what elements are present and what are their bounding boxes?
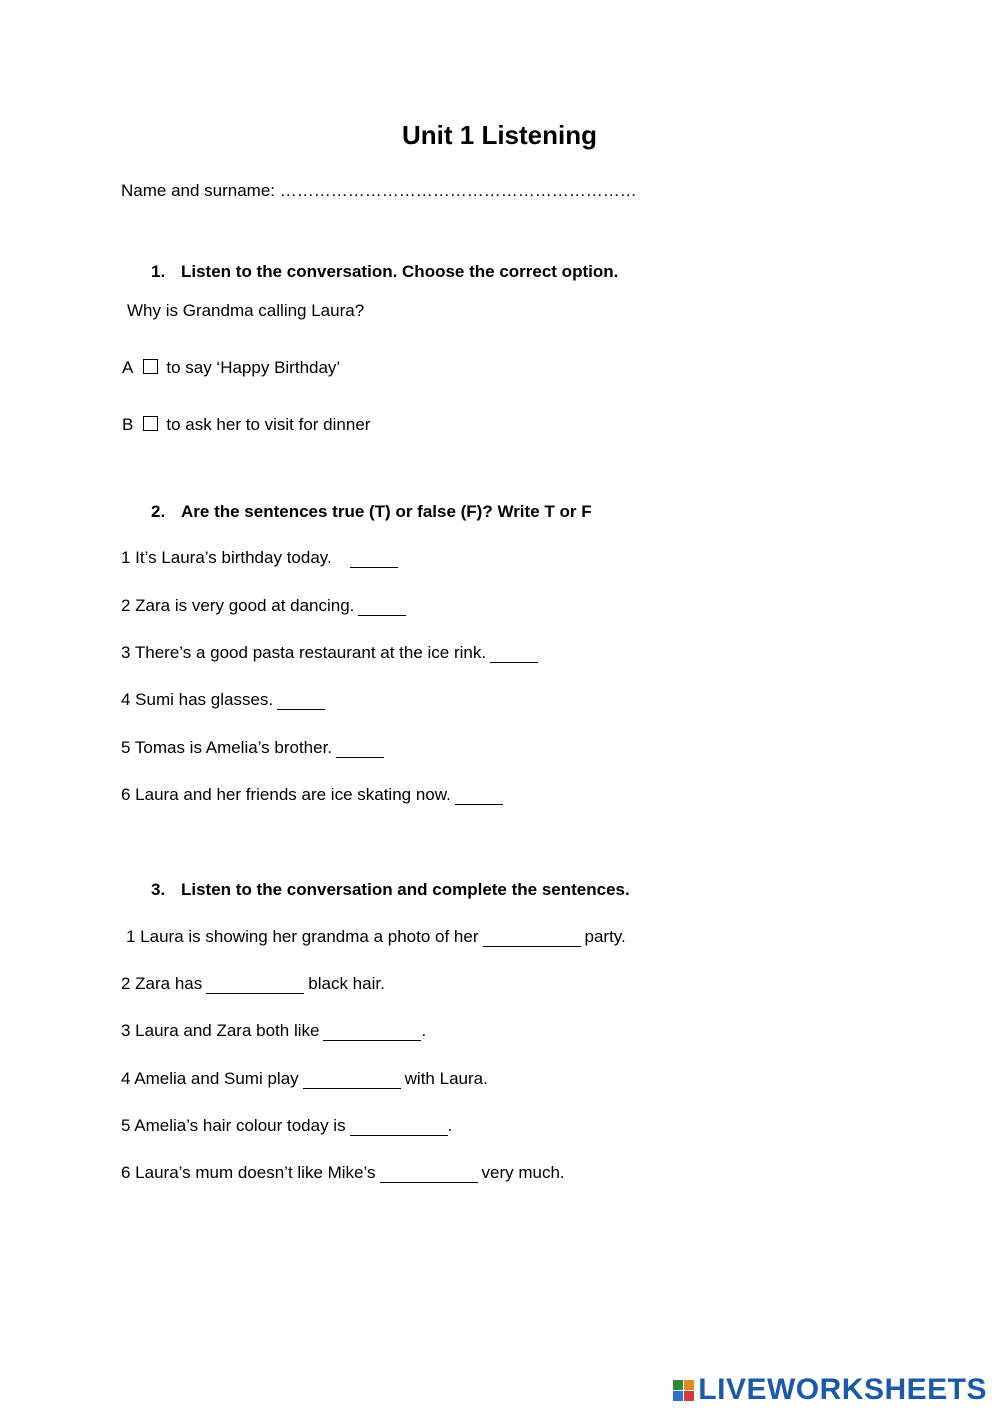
option-a[interactable]: [122, 358, 340, 378]
tf-item-2: [121, 596, 406, 616]
section-title: Are the sentences true (T) or false (F)? Write T or F: [181, 502, 592, 521]
brand-name: LIVEWORKSHEETS: [698, 1373, 987, 1406]
section-1-question: Why is Grandma calling Laura?: [127, 301, 365, 320]
section-number: 2.: [151, 502, 166, 521]
sentence-end: .: [447, 1116, 453, 1135]
tf-item-3: [121, 643, 538, 663]
tf-answer-3[interactable]: [490, 646, 538, 663]
sentence-end: party.: [584, 927, 626, 946]
section-title: Listen to the conversation. Choose the correct option.: [181, 262, 619, 281]
complete-answer-6[interactable]: [380, 1166, 478, 1183]
tf-answer-6[interactable]: [455, 788, 503, 805]
tf-answer-4[interactable]: [277, 693, 325, 710]
complete-answer-1[interactable]: [483, 930, 581, 947]
complete-item-1: [126, 927, 626, 947]
option-letter: B: [122, 415, 134, 434]
option-text: to ask her to visit for dinner: [166, 415, 371, 434]
section-1-heading: [151, 262, 618, 282]
sentence-start: 6 Laura’s mum doesn’t like Mike’s: [121, 1163, 376, 1182]
sentence-end: with Laura.: [404, 1069, 488, 1088]
sentence-start: 5 Amelia’s hair colour today is: [121, 1116, 346, 1135]
section-number: 1.: [151, 262, 166, 281]
complete-answer-3[interactable]: [323, 1024, 421, 1041]
liveworksheets-logo-icon: [673, 1380, 694, 1401]
complete-answer-5[interactable]: [350, 1119, 448, 1136]
tf-sentence: 6 Laura and her friends are ice skating now.: [121, 785, 451, 804]
tf-item-4: [121, 690, 325, 710]
tf-sentence: 4 Sumi has glasses.: [121, 690, 274, 709]
section-number: 3.: [151, 880, 166, 899]
tf-answer-5[interactable]: [336, 741, 384, 758]
tf-answer-1[interactable]: [350, 551, 398, 568]
sentence-start: 3 Laura and Zara both like: [121, 1021, 320, 1040]
complete-item-4: [121, 1069, 488, 1089]
tf-item-5: [121, 738, 384, 758]
sentence-end: very much.: [481, 1163, 565, 1182]
sentence-start: 1 Laura is showing her grandma a photo of her: [126, 927, 479, 946]
tf-answer-2[interactable]: [358, 599, 406, 616]
complete-answer-4[interactable]: [303, 1072, 401, 1089]
option-b-checkbox[interactable]: [143, 416, 158, 431]
sentence-end: .: [421, 1021, 427, 1040]
sentence-start: 4 Amelia and Sumi play: [121, 1069, 299, 1088]
tf-sentence: 3 There’s a good pasta restaurant at the ice rink.: [121, 643, 487, 662]
option-b[interactable]: [122, 415, 370, 435]
tf-item-6: [121, 785, 503, 805]
tf-item-1: [121, 548, 398, 568]
name-and-surname-line: Name and surname: ………………………………………………………: [121, 181, 637, 200]
tf-sentence: 1 It’s Laura’s birthday today.: [121, 548, 332, 567]
complete-item-5: [121, 1116, 452, 1136]
option-text: to say ‘Happy Birthday’: [166, 358, 341, 377]
option-a-checkbox[interactable]: [143, 359, 158, 374]
sentence-end: black hair.: [308, 974, 385, 993]
section-2-heading: [151, 502, 592, 522]
liveworksheets-logo[interactable]: [673, 1373, 987, 1407]
sentence-start: 2 Zara has: [121, 974, 203, 993]
tf-sentence: 2 Zara is very good at dancing.: [121, 596, 355, 615]
complete-item-2: [121, 974, 385, 994]
tf-sentence: 5 Tomas is Amelia’s brother.: [121, 738, 333, 757]
complete-answer-2[interactable]: [206, 977, 304, 994]
section-3-heading: [151, 880, 630, 900]
complete-item-6: [121, 1163, 565, 1183]
complete-item-3: [121, 1021, 426, 1041]
section-title: Listen to the conversation and complete the sentences.: [181, 880, 630, 899]
option-letter: A: [122, 358, 134, 377]
page-title: Unit 1 Listening: [402, 120, 597, 150]
